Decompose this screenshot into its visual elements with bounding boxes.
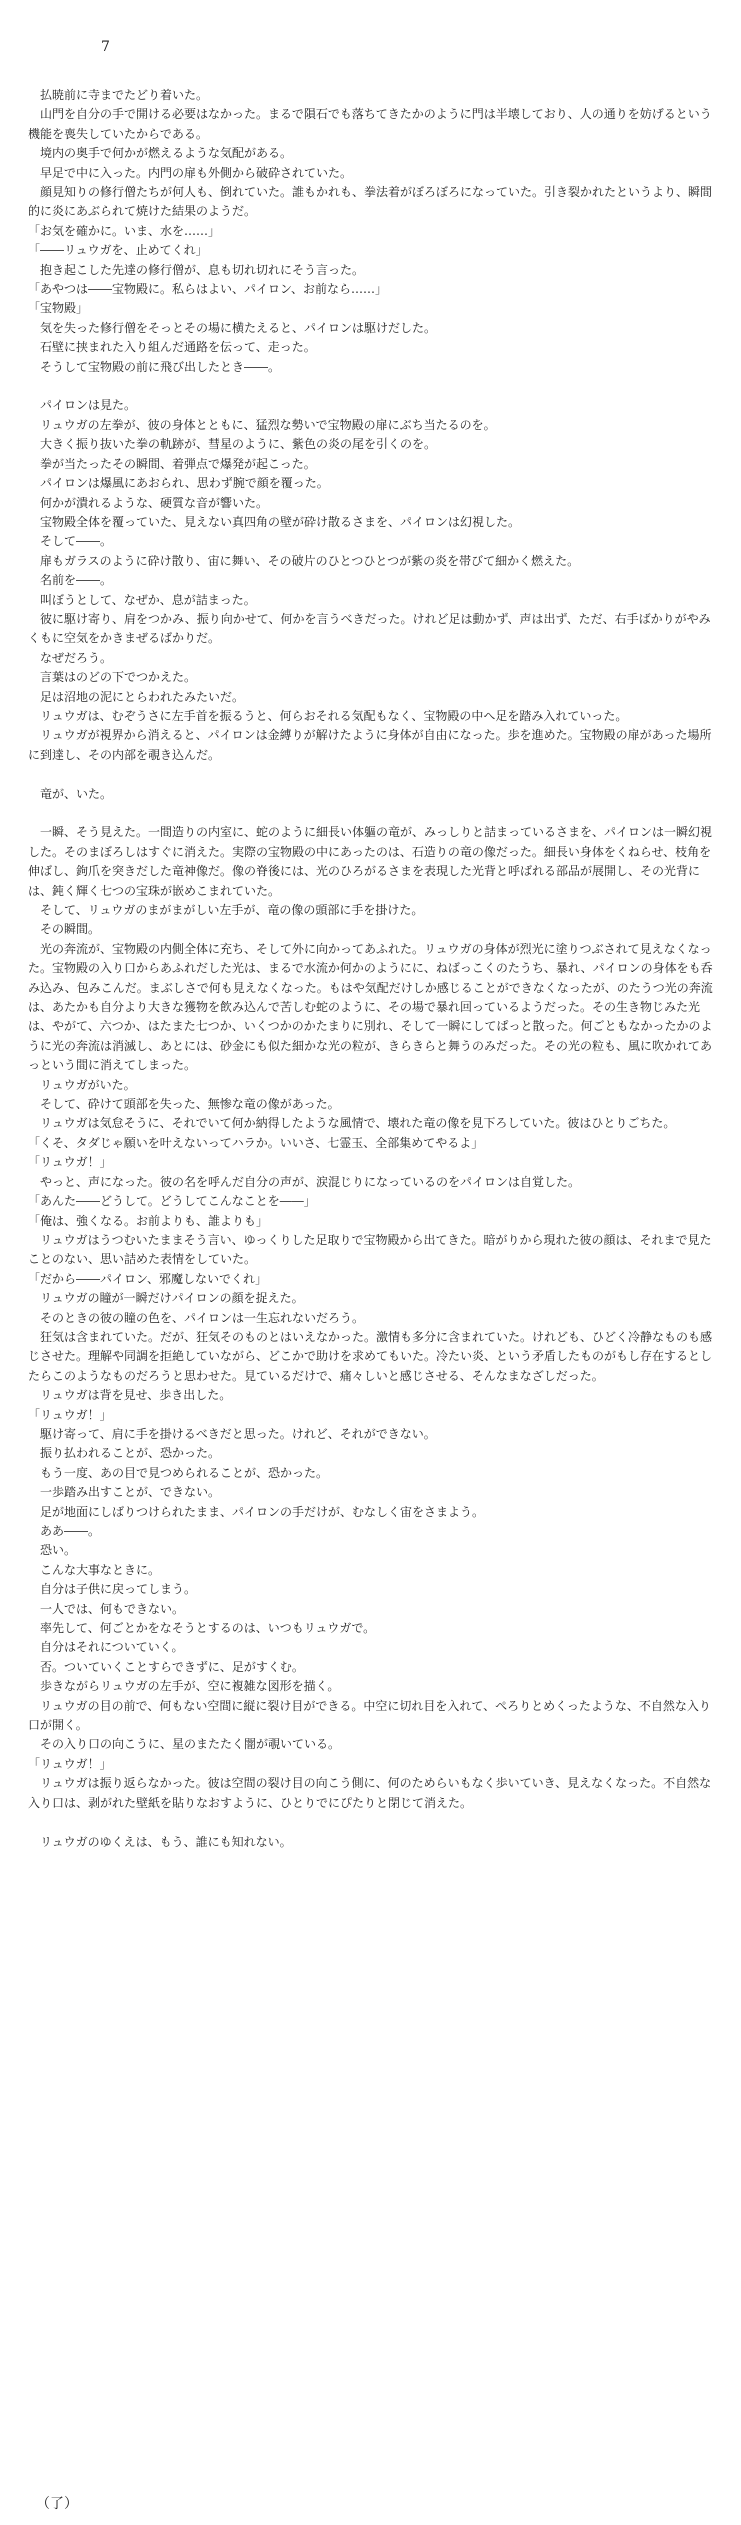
paragraph: パイロンは見た。 [28,398,137,413]
paragraph: リュウガはうつむいたままそう言い、ゆっくりした足取りで宝物殿から出てきた。暗がりから現れた彼の顔は、それまで見たことのない、思い詰めた表情をしていた。 [28,1232,712,1267]
paragraph: 一瞬、そう見えた。一間造りの内室に、蛇のように細長い体軀の竜が、みっしりと詰まっているさまを、パイロンは一瞬幻視した。そのまぼろしはすぐに消えた。実際の宝物殿の中にあったのは、石造りの竜の像だった。細長い身体をくねらせ、枝角を伸ばし、鉤爪を突きだした竜神像だ。像の脊後には、光のひろがるさまを表現した光背と呼ばれる部品が展開し、その光背には、鈍く輝く七つの宝珠が嵌めこまれていた。 [28,825,713,898]
story-body [28,86,718,1852]
blank-line [28,765,718,784]
paragraph: リュウガは気怠そうに、それでいて何か納得したような風情で、壊れた竜の像を見下ろしていた。彼はひとりごちた。 [28,1116,676,1131]
paragraph: リュウガの瞳が一瞬だけパイロンの顔を捉えた。 [28,1291,304,1306]
paragraph: ああ――。 [28,1524,101,1539]
paragraph: 光の奔流が、宝物殿の内側全体に充ち、そして外に向かってあふれた。リュウガの身体が烈光に塗りつぶされて見えなくなった。宝物殿の入り口からあふれだした光は、まるで水流か何かのようにに、ねばっこくのたうち、暴れ、パイロンの身体をも呑み込み、包みこんだ。まぶしさで何も見えなくなった。もはや気配だけしか感じることができなくなったが、のたうつ光の奔流は、あたかも自分より大きな獲物を飲み込んで苦しむ蛇のように、その場で暴れ回っているようだった。その生き物じみた光は、やがて、六つか、はたまた七つか、いくつかのかたまりに別れ、そして一瞬にしてぱっと散った。何ごともなかったかのように光の奔流は消滅し、あとには、砂金にも似た細かな光の粒が、きらきらと舞うのみだった。その光の粒も、風に吹かれてあっという間に消えてしまった。 [28,941,713,1073]
paragraph: 言葉はのどの下でつかえた。 [28,670,197,685]
paragraph: 扉もガラスのように砕け散り、宙に舞い、その破片のひとつひとつが紫の炎を帯びて細かく燃えた。 [28,553,580,568]
paragraph: 率先して、何ごとかをなそうとするのは、いつもリュウガで。 [28,1621,376,1636]
paragraph: こんな大事なときに。 [28,1562,161,1577]
paragraph: 足が地面にしばりつけられたまま、パイロンの手だけが、むなしく宙をさまよう。 [28,1504,485,1519]
chapter-number: 7 [101,39,110,55]
paragraph: 早足で中に入った。内門の扉も外側から破砕されていた。 [28,165,353,180]
paragraph: 駆け寄って、肩に手を掛けるべきだと思った。けれど、それができない。 [28,1426,436,1441]
paragraph: 狂気は含まれていた。だが、狂気そのものとはいえなかった。激情も多分に含まれていた。けれども、ひどく冷静なものも感じさせた。理解や同調を拒絶していながら、どこかで助けを求めてもいた。冷たい炎、という矛盾したものがもし存在するとしたらこのようなものだろうと思わせた。見ているだけで、痛々しいと感じさせる、そんなまなざしだった。 [28,1329,713,1383]
paragraph: 「だから――パイロン、邪魔しないでくれ」 [28,1271,268,1286]
paragraph: 歩きながらリュウガの左手が、空に複雑な図形を描く。 [28,1679,340,1694]
paragraph: 「あやつは――宝物殿に。私らはよい、パイロン、お前なら……」 [28,282,388,297]
paragraph: その入り口の向こうに、星のまたたく闇が覗いている。 [28,1737,341,1752]
paragraph: 否。ついていくことすらできずに、足がすくむ。 [28,1659,304,1674]
paragraph: 払暁前に寺までたどり着いた。 [28,88,209,102]
paragraph: リュウガのゆくえは、もう、誰にも知れない。 [28,1834,292,1849]
paragraph: 彼に駆け寄り、肩をつかみ、振り向かせて、何かを言うべきだった。けれど足は動かず、声は出ず、ただ、右手ばかりがやみくもに空気をかきまぜるばかりだ。 [28,611,711,646]
paragraph: リュウガの目の前で、何もない空間に縦に裂け目ができる。中空に切れ目を入れて、ぺろりとめくったような、不自然な入り口が開く。 [28,1698,711,1733]
paragraph: そのときの彼の瞳の色を、パイロンは一生忘れないだろう。 [28,1310,365,1325]
paragraph: 拳が当たったその瞬間、着弾点で爆発が起こった。 [28,456,316,471]
paragraph: 叫ぼうとして、なぜか、息が詰まった。 [28,592,256,607]
paragraph: そうして宝物殿の前に飛び出したとき――。 [28,359,281,374]
paragraph: 「リュウガ！」 [28,1756,112,1771]
paragraph: 「俺は、強くなる。お前よりも、誰よりも」 [28,1213,269,1228]
paragraph: 石壁に挟まれた入り組んだ通路を伝って、走った。 [28,340,316,355]
paragraph: リュウガは振り返らなかった。彼は空間の裂け目の向こう側に、何のためらいもなく歩いていき、見えなくなった。不自然な入り口は、剥がれた壁紙を貼りなおすように、ひとりでにぴたりと閉じて消えた。 [28,1776,712,1810]
paragraph: 「宝物殿」 [28,301,89,316]
blank-line [28,804,718,823]
paragraph: リュウガがいた。 [28,1077,136,1092]
paragraph: パイロンは爆風にあおられ、思わず腕で顔を覆った。 [28,476,329,491]
paragraph: 自分は子供に戻ってしまう。 [28,1582,197,1597]
paragraph: 自分はそれについていく。 [28,1640,184,1655]
paragraph: リュウガの左拳が、彼の身体とともに、猛烈な勢いで宝物殿の扉にぶち当たるのを。 [28,417,496,432]
paragraph: 振り払われることが、恐かった。 [28,1446,221,1461]
paragraph: 「リュウガ！」 [28,1155,112,1170]
paragraph: やっと、声になった。彼の名を呼んだ自分の声が、涙混じりになっているのをパイロンは自覚した。 [28,1174,581,1189]
paragraph: 「くそ、タダじゃ願いを叶えないってハラか。いいさ、七霊玉、全部集めてやるよ」 [28,1135,484,1150]
paragraph: 一人では、何もできない。 [28,1601,185,1616]
paragraph: そして――。 [28,534,113,549]
paragraph: 足は沼地の泥にとらわれたみたいだ。 [28,689,245,704]
paragraph: 竜が、いた。 [28,786,113,801]
paragraph: 一歩踏み出すことが、できない。 [28,1485,221,1500]
paragraph: 山門を自分の手で開ける必要はなかった。まるで隕石でも落ちてきたかのように門は半壊しており、人の通りを妨げるという機能を喪失していたからである。 [28,107,712,141]
paragraph: 「あんた――どうして。どうしてこんなことを――」 [28,1194,316,1209]
paragraph: そして、リュウガのまがまがしい左手が、竜の像の頭部に手を掛けた。 [28,903,424,918]
paragraph: 顔見知りの修行僧たちが何人も、倒れていた。誰もかれも、拳法着がぼろぼろになっていた。引き裂かれたというより、瞬間的に炎にあぶられて焼けた結果のようだ。 [28,185,713,219]
paragraph: 「リュウガ！」 [28,1407,112,1422]
paragraph: 何かが潰れるような、硬質な音が響いた。 [28,495,269,510]
paragraph: 「お気を確かに。いま、水を……」 [28,223,221,238]
paragraph: もう一度、あの目で見つめられることが、恐かった。 [28,1465,329,1480]
paragraph: 宝物殿全体を覆っていた、見えない真四角の壁が砕け散るさまを、パイロンは幻視した。 [28,514,521,529]
paragraph: なぜだろう。 [28,650,113,665]
paragraph: 大きく振り抜いた拳の軌跡が、彗星のように、紫色の炎の尾を引くのを。 [28,437,437,452]
blank-line [28,377,718,396]
end-mark: （了） [36,2496,78,2512]
blank-line [28,1813,718,1832]
paragraph: 抱き起こした先達の修行僧が、息も切れ切れにそう言った。 [28,262,365,277]
paragraph: その瞬間。 [28,922,101,937]
paragraph: リュウガは、むぞうさに左手首を振るうと、何らおそれる気配もなく、宝物殿の中へ足を踏み入れていった。 [28,708,628,723]
paragraph: リュウガが視界から消えると、パイロンは金縛りが解けたように身体が自由になった。歩を進めた。宝物殿の扉があった場所に到達し、その内部を覗き込んだ。 [28,728,712,762]
paragraph: 「――リュウガを、止めてくれ」 [28,243,208,258]
paragraph: 恐い。 [28,1543,77,1558]
paragraph: 気を失った修行僧をそっとその場に横たえると、パイロンは駆けだした。 [28,320,437,335]
paragraph: 境内の奥手で何かが燃えるような気配がある。 [28,146,293,161]
paragraph: そして、砕けて頭部を失った、無惨な竜の像があった。 [28,1097,340,1112]
paragraph: リュウガは背を見せ、歩き出した。 [28,1388,232,1403]
paragraph: 名前を――。 [28,573,113,588]
